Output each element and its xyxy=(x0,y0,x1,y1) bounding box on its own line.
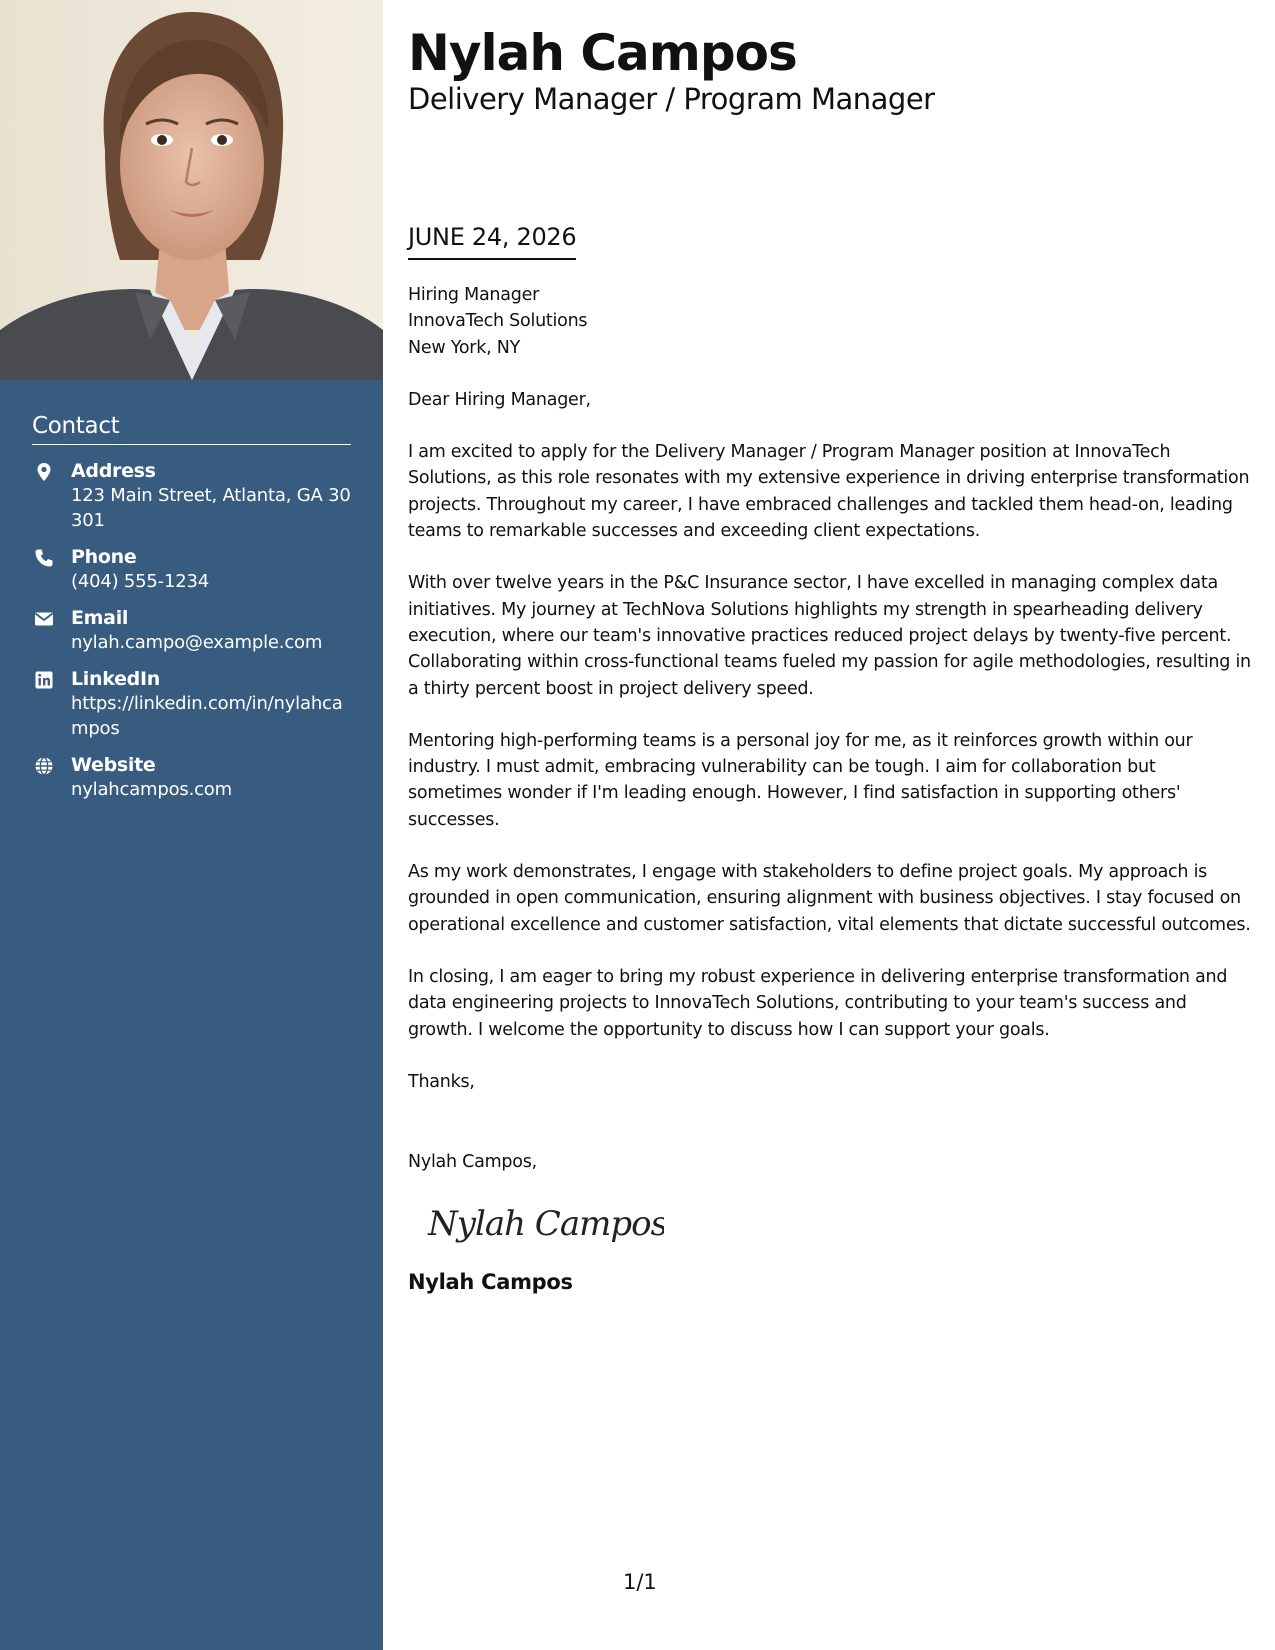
letter-paragraph: In closing, I am eager to bring my robust experience in delivering enterprise transformation and data engineering projects to InnovaTech Solutions, contributing to your team's success and growth. I welcome the opportunity to discuss how I can support your goals. xyxy=(408,966,1228,1040)
contact-label: Website xyxy=(71,754,156,776)
contact-item-address xyxy=(32,459,351,533)
letter-paragraph: I am excited to apply for the Delivery Manager / Program Manager position at InnovaTech Solutions, as this role resonates with my extensive experience in driving enterprise transformation projects. Throughout my career, I have embraced challenges and tackled them head-on, leading teams to remarkable successes and exceeding client expectations. xyxy=(408,442,1250,542)
letter-paragraph: As my work demonstrates, I engage with stakeholders to define project goals. My approach is grounded in open communication, ensuring alignment with business objectives. I stay focused on operational excellence and customer satisfaction, vital elements that dictate successful outcomes. xyxy=(408,862,1251,935)
recipient-block xyxy=(408,282,1253,361)
salutation: Dear Hiring Manager, xyxy=(408,389,591,410)
contact-title: Contact xyxy=(32,412,351,445)
phone-value: (404) 555-1234 xyxy=(71,571,209,592)
candidate-role: Delivery Manager / Program Manager xyxy=(408,82,935,116)
website-value[interactable]: nylahcampos.com xyxy=(71,779,232,800)
recipient-line: New York, NY xyxy=(408,337,521,358)
contact-label: Phone xyxy=(71,546,137,568)
contact-item-phone xyxy=(32,545,351,594)
linkedin-icon xyxy=(34,670,54,690)
letter-date: JUNE 24, 2026 xyxy=(408,222,576,260)
contact-item-website xyxy=(32,753,351,802)
contact-label: Email xyxy=(71,607,129,629)
contact-section xyxy=(32,412,351,802)
envelope-icon xyxy=(34,609,54,629)
sidebar xyxy=(0,0,383,1650)
letter-paragraph: Mentoring high-performing teams is a personal joy for me, as it reinforces growth within our industry. I must admit, embracing vulnerability can be tough. I aim for collaboration but sometimes wonder if I'm leading enough. However, I find satisfaction in supporting others' successes. xyxy=(408,730,1193,830)
profile-photo xyxy=(0,0,383,380)
contact-item-email xyxy=(32,606,351,655)
candidate-name: Nylah Campos xyxy=(408,24,797,82)
main-content xyxy=(408,24,1253,1295)
phone-icon xyxy=(34,548,54,568)
page-number: 1/1 xyxy=(623,1570,657,1594)
signature-text: Nylah Campos xyxy=(428,1204,664,1245)
closing: Thanks, xyxy=(408,1071,475,1092)
recipient-line: InnovaTech Solutions xyxy=(408,311,588,332)
recipient-line: Hiring Manager xyxy=(408,285,540,305)
globe-icon xyxy=(34,756,54,776)
sign-off-name: Nylah Campos, xyxy=(408,1152,537,1173)
email-value[interactable]: nylah.campo@example.com xyxy=(71,632,323,653)
contact-item-linkedin xyxy=(32,667,351,741)
contact-label: Address xyxy=(71,460,156,482)
letter-paragraph: With over twelve years in the P&C Insurance sector, I have excelled in managing complex data initiatives. My journey at TechNova Solutions highlights my strength in spearheading delivery execution, where our team's innovative practices reduced project delays by twenty-five percent. Collaborating within cross-functional teams fueled my passion for agile methodologies, resulting in a thirty percent boost in project delivery speed. xyxy=(408,573,1251,699)
letter-body xyxy=(408,282,1253,1296)
linkedin-value[interactable]: https://linkedin.com/in/nylahcampos xyxy=(71,693,343,739)
signature-image xyxy=(424,1193,1253,1253)
map-pin-icon xyxy=(34,462,54,482)
address-value: 123 Main Street, Atlanta, GA 30301 xyxy=(71,485,351,531)
printed-name: Nylah Campos xyxy=(408,1270,573,1295)
contact-label: LinkedIn xyxy=(71,668,160,690)
